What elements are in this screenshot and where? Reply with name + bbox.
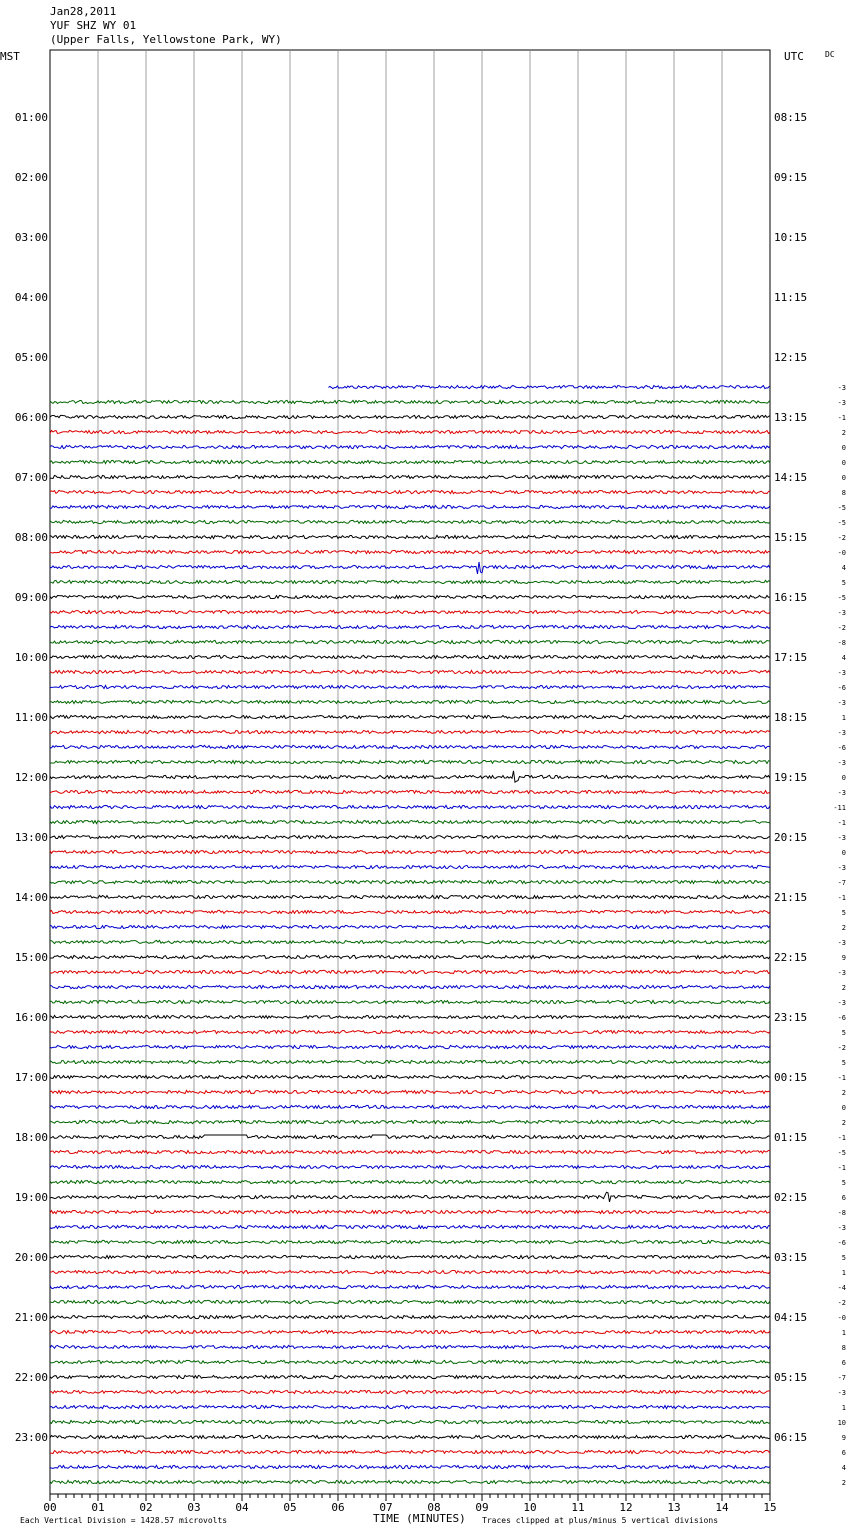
- utc-hour-label: 16:15: [774, 591, 808, 604]
- dc-offset-label: 1: [841, 1404, 846, 1412]
- dc-offset-label: 0: [841, 1104, 846, 1112]
- dc-offset-label: -6: [837, 1014, 846, 1022]
- seismic-trace: [50, 610, 770, 613]
- dc-offset-label: 5: [841, 1059, 846, 1067]
- dc-offset-label: -6: [837, 744, 846, 752]
- dc-offset-label: -7: [837, 879, 846, 887]
- mst-hour-label: 12:00: [14, 771, 48, 784]
- dc-offset-label: -3: [837, 1389, 846, 1397]
- left-zone-label: MST: [0, 50, 20, 63]
- x-tick-label: 14: [715, 1501, 729, 1514]
- dc-offset-label: -3: [837, 399, 846, 407]
- record-date: Jan28,2011: [50, 5, 117, 18]
- dc-offset-label: -4: [837, 1284, 846, 1292]
- utc-hour-label: 19:15: [774, 771, 808, 784]
- dc-offset-label: 2: [841, 984, 846, 992]
- mst-hour-label: 16:00: [14, 1011, 48, 1024]
- seismic-trace: [50, 1105, 770, 1108]
- seismic-trace: [50, 430, 770, 433]
- mst-hour-label: 02:00: [14, 171, 48, 184]
- utc-hour-label: 12:15: [774, 351, 808, 364]
- dc-offset-label: 1: [841, 714, 846, 722]
- seismic-trace: [50, 535, 770, 538]
- dc-offset-label: 2: [841, 924, 846, 932]
- seismic-trace: [50, 925, 770, 928]
- mst-hour-label: 13:00: [14, 831, 48, 844]
- seismic-trace: [50, 655, 770, 658]
- utc-hour-label: 14:15: [774, 471, 808, 484]
- seismic-trace: [50, 1405, 770, 1408]
- dc-offset-label: 4: [841, 1464, 846, 1472]
- seismic-trace: [50, 835, 770, 838]
- dc-offset-label: 0: [841, 774, 846, 782]
- right-zone-label: UTC: [784, 50, 804, 63]
- dc-offset-label: -0: [837, 1314, 846, 1322]
- utc-hour-label: 01:15: [774, 1131, 808, 1144]
- dc-offset-label: 0: [841, 849, 846, 857]
- dc-offset-label: -3: [837, 999, 846, 1007]
- seismic-trace: [50, 1270, 770, 1273]
- dc-offset-label: -3: [837, 699, 846, 707]
- mst-hour-label: 08:00: [14, 531, 48, 544]
- dc-offset-label: 10: [837, 1419, 846, 1427]
- x-tick-label: 08: [427, 1501, 441, 1514]
- utc-hour-label: 10:15: [774, 231, 808, 244]
- dc-offset-label: 9: [841, 954, 846, 962]
- utc-hour-label: 22:15: [774, 951, 808, 964]
- seismic-trace: [50, 1150, 770, 1153]
- dc-offset-label: 4: [841, 564, 846, 572]
- mst-hour-label: 03:00: [14, 231, 48, 244]
- dc-offset-label: -3: [837, 669, 846, 677]
- seismic-trace: [50, 505, 770, 508]
- seismic-trace: [50, 520, 770, 523]
- mst-hour-label: 23:00: [14, 1431, 48, 1444]
- seismic-trace: [50, 1015, 770, 1018]
- x-tick-label: 00: [43, 1501, 57, 1514]
- seismic-trace: [50, 475, 770, 478]
- seismic-trace: [50, 1030, 770, 1033]
- mst-hour-label: 20:00: [14, 1251, 48, 1264]
- seismic-trace: [50, 1480, 770, 1483]
- dc-offset-label: 6: [841, 1449, 846, 1457]
- seismic-trace: [50, 1315, 770, 1318]
- seismic-trace: [50, 1120, 770, 1123]
- x-tick-label: 15: [763, 1501, 777, 1514]
- dc-offset-label: 8: [841, 489, 846, 497]
- dc-offset-label: -3: [837, 789, 846, 797]
- dc-offset-label: -1: [837, 1164, 846, 1172]
- utc-hour-label: 18:15: [774, 711, 808, 724]
- seismic-trace: [50, 730, 770, 733]
- dc-offset-label: 4: [841, 654, 846, 662]
- dc-offset-label: -5: [837, 504, 846, 512]
- seismic-trace: [50, 805, 770, 808]
- dc-offset-label: -3: [837, 759, 846, 767]
- seismic-trace: [50, 1390, 770, 1393]
- mst-hour-label: 14:00: [14, 891, 48, 904]
- x-tick-label: 06: [331, 1501, 345, 1514]
- seismic-trace: [50, 400, 770, 403]
- dc-offset-label: 5: [841, 1029, 846, 1037]
- dc-offset-label: -0: [837, 549, 846, 557]
- x-tick-label: 09: [475, 1501, 489, 1514]
- seismic-trace: [50, 415, 770, 418]
- x-tick-label: 10: [523, 1501, 537, 1514]
- seismic-trace: [50, 1165, 770, 1168]
- dc-offset-label: -3: [837, 609, 846, 617]
- dc-offset-label: -2: [837, 624, 846, 632]
- mst-hour-label: 04:00: [14, 291, 48, 304]
- seismic-trace: [50, 910, 770, 913]
- dc-offset-label: 2: [841, 1479, 846, 1487]
- dc-offset-label: 6: [841, 1359, 846, 1367]
- seismic-trace: [50, 1000, 770, 1003]
- plot-frame: [50, 50, 770, 1494]
- clip-footnote: Traces clipped at plus/minus 5 vertical divisions: [482, 1516, 719, 1525]
- mst-hour-label: 21:00: [14, 1311, 48, 1324]
- x-tick-label: 04: [235, 1501, 249, 1514]
- seismic-trace: [50, 595, 770, 598]
- dc-offset-label: -5: [837, 519, 846, 527]
- seismic-trace: [50, 1420, 770, 1423]
- utc-hour-label: 08:15: [774, 111, 808, 124]
- seismic-trace: [50, 670, 770, 673]
- seismic-trace: [50, 955, 770, 958]
- seismic-trace: [50, 1450, 770, 1453]
- dc-offset-label: -5: [837, 594, 846, 602]
- dc-offset-label: -1: [837, 894, 846, 902]
- mst-hour-label: 01:00: [14, 111, 48, 124]
- mst-hour-label: 11:00: [14, 711, 48, 724]
- dc-offset-label: 6: [841, 1194, 846, 1202]
- seismic-trace: [50, 1300, 770, 1303]
- seismic-trace: [50, 1180, 770, 1183]
- mst-hour-label: 19:00: [14, 1191, 48, 1204]
- x-tick-label: 01: [91, 1501, 105, 1514]
- mst-hour-label: 10:00: [14, 651, 48, 664]
- x-tick-label: 13: [667, 1501, 681, 1514]
- dc-offset-label: -1: [837, 414, 846, 422]
- seismic-trace: [50, 445, 770, 448]
- dc-label: DC: [825, 50, 835, 59]
- dc-offset-label: -6: [837, 1239, 846, 1247]
- utc-hour-label: 21:15: [774, 891, 808, 904]
- dc-offset-label: -2: [837, 1299, 846, 1307]
- x-tick-label: 02: [139, 1501, 153, 1514]
- seismic-trace: [50, 865, 770, 868]
- station-code: YUF SHZ WY 01: [50, 19, 137, 32]
- mst-hour-label: 06:00: [14, 411, 48, 424]
- seismic-trace: [50, 1192, 770, 1202]
- station-location: (Upper Falls, Yellowstone Park, WY): [50, 33, 282, 46]
- dc-offset-label: -3: [837, 384, 846, 392]
- seismic-trace: [50, 685, 770, 688]
- seismic-trace: [50, 580, 770, 583]
- utc-hour-label: 13:15: [774, 411, 808, 424]
- x-tick-label: 07: [379, 1501, 393, 1514]
- dc-offset-label: -2: [837, 534, 846, 542]
- utc-hour-label: 17:15: [774, 651, 808, 664]
- seismic-trace: [50, 850, 770, 853]
- seismic-trace: [50, 1360, 770, 1363]
- seismic-trace: [50, 700, 770, 703]
- utc-hour-label: 02:15: [774, 1191, 808, 1204]
- seismic-trace: [50, 715, 770, 718]
- seismic-trace: [50, 1060, 770, 1063]
- seismic-trace: [50, 490, 770, 493]
- dc-offset-label: -3: [837, 729, 846, 737]
- seismic-trace: [50, 460, 770, 463]
- mst-hour-label: 17:00: [14, 1071, 48, 1084]
- seismic-trace: [50, 1075, 770, 1078]
- seismic-trace: [50, 1435, 770, 1438]
- seismic-trace: [50, 985, 770, 988]
- dc-offset-label: 0: [841, 459, 846, 467]
- seismic-trace: [50, 1225, 770, 1228]
- x-axis-title: TIME (MINUTES): [373, 1512, 466, 1525]
- x-tick-label: 12: [619, 1501, 633, 1514]
- dc-offset-label: -3: [837, 969, 846, 977]
- seismic-trace: [50, 1330, 770, 1333]
- seismic-trace: [50, 1375, 770, 1378]
- dc-offset-label: -8: [837, 1209, 846, 1217]
- dc-offset-label: -6: [837, 684, 846, 692]
- seismic-trace: [50, 562, 770, 574]
- dc-offset-label: -3: [837, 864, 846, 872]
- seismic-trace: [50, 940, 770, 943]
- utc-hour-label: 04:15: [774, 1311, 808, 1324]
- seismic-trace: [50, 550, 770, 553]
- seismic-trace: [50, 790, 770, 793]
- mst-hour-label: 18:00: [14, 1131, 48, 1144]
- seismic-trace: [50, 625, 770, 628]
- dc-offset-label: 1: [841, 1329, 846, 1337]
- dc-offset-label: 5: [841, 1179, 846, 1187]
- dc-offset-label: 9: [841, 1434, 846, 1442]
- seismic-trace: [50, 745, 770, 748]
- dc-offset-label: -1: [837, 1134, 846, 1142]
- dc-offset-label: -5: [837, 1149, 846, 1157]
- x-tick-label: 11: [571, 1501, 585, 1514]
- dc-offset-label: 0: [841, 444, 846, 452]
- dc-offset-label: -3: [837, 834, 846, 842]
- seismic-trace: [50, 640, 770, 643]
- utc-hour-label: 23:15: [774, 1011, 808, 1024]
- dc-offset-label: -1: [837, 819, 846, 827]
- x-tick-label: 05: [283, 1501, 297, 1514]
- dc-offset-label: 2: [841, 1119, 846, 1127]
- utc-hour-label: 09:15: [774, 171, 808, 184]
- dc-offset-label: -7: [837, 1374, 846, 1382]
- mst-hour-label: 15:00: [14, 951, 48, 964]
- dc-offset-label: -8: [837, 639, 846, 647]
- seismic-trace: [50, 1135, 770, 1139]
- utc-hour-label: 05:15: [774, 1371, 808, 1384]
- seismic-trace: [50, 1045, 770, 1048]
- utc-hour-label: 06:15: [774, 1431, 808, 1444]
- seismic-trace: [50, 760, 770, 763]
- dc-offset-label: 1: [841, 1269, 846, 1277]
- dc-offset-label: -2: [837, 1044, 846, 1052]
- dc-offset-label: 8: [841, 1344, 846, 1352]
- dc-offset-label: -11: [833, 804, 846, 812]
- seismic-trace: [50, 1240, 770, 1243]
- x-tick-label: 03: [187, 1501, 201, 1514]
- dc-offset-label: 2: [841, 1089, 846, 1097]
- dc-offset-label: -3: [837, 1224, 846, 1232]
- dc-offset-label: 0: [841, 474, 846, 482]
- dc-offset-label: 2: [841, 429, 846, 437]
- seismic-trace: [50, 1090, 770, 1093]
- seismic-trace: [50, 771, 770, 782]
- dc-offset-label: 5: [841, 579, 846, 587]
- seismic-trace: [50, 1345, 770, 1348]
- utc-hour-label: 00:15: [774, 1071, 808, 1084]
- seismic-trace: [50, 880, 770, 883]
- seismic-trace: [50, 970, 770, 973]
- seismic-trace: [50, 1465, 770, 1468]
- utc-hour-label: 11:15: [774, 291, 808, 304]
- utc-hour-label: 03:15: [774, 1251, 808, 1264]
- seismic-trace: [50, 895, 770, 898]
- scale-footnote: Each Vertical Division = 1428.57 microvolts: [20, 1516, 228, 1525]
- seismic-trace: [50, 1255, 770, 1258]
- dc-offset-label: 5: [841, 1254, 846, 1262]
- seismic-trace: [50, 1285, 770, 1288]
- mst-hour-label: 05:00: [14, 351, 48, 364]
- seismic-trace: [50, 820, 770, 823]
- mst-hour-label: 09:00: [14, 591, 48, 604]
- seismic-trace: [50, 1210, 770, 1213]
- dc-offset-label: 5: [841, 909, 846, 917]
- mst-hour-label: 22:00: [14, 1371, 48, 1384]
- dc-offset-label: -1: [837, 1074, 846, 1082]
- seismic-trace: [328, 385, 769, 388]
- mst-hour-label: 07:00: [14, 471, 48, 484]
- utc-hour-label: 20:15: [774, 831, 808, 844]
- dc-offset-label: -3: [837, 939, 846, 947]
- utc-hour-label: 15:15: [774, 531, 808, 544]
